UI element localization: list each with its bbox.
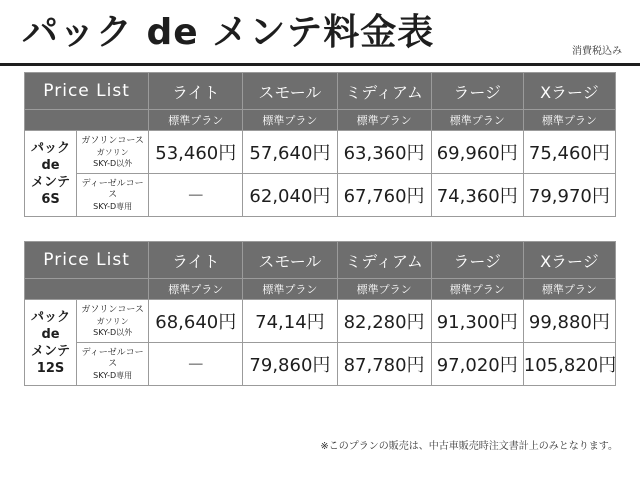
- plan-label-small: 標準プラン: [243, 279, 337, 300]
- grade-header-xlarge: Xラージ: [523, 242, 615, 279]
- pack-name-cell-6s: [25, 131, 77, 217]
- table-row: [25, 131, 616, 174]
- price-6s-diesel-small: 62,040円: [243, 174, 337, 217]
- plan-label-large: 標準プラン: [431, 110, 523, 131]
- course-cell-diesel-6s: [77, 174, 149, 217]
- plan-label-xlarge: 標準プラン: [523, 110, 615, 131]
- price-12s-gasoline-small: 74,14円: [243, 300, 337, 343]
- grade-header-xlarge: Xラージ: [523, 73, 615, 110]
- price-12s-diesel-xlarge: 105,820円: [523, 343, 615, 386]
- price-6s-diesel-large: 74,360円: [431, 174, 523, 217]
- price-6s-gasoline-light: 53,460円: [149, 131, 243, 174]
- tax-note: 消費税込み: [572, 46, 622, 57]
- course-line-1: ガソリンコース: [81, 304, 144, 315]
- table-row: [25, 343, 616, 386]
- grade-header-large: ラージ: [431, 242, 523, 279]
- price-12s-gasoline-large: 91,300円: [431, 300, 523, 343]
- price-6s-gasoline-small: 57,640円: [243, 131, 337, 174]
- table-header-row: [25, 73, 616, 110]
- plan-label-light: 標準プラン: [149, 279, 243, 300]
- header-divider: [0, 63, 640, 66]
- grade-header-medium: ミディアム: [337, 73, 431, 110]
- price-12s-diesel-large: 97,020円: [431, 343, 523, 386]
- table-subheader-row: [25, 279, 616, 300]
- price-6s-gasoline-large: 69,960円: [431, 131, 523, 174]
- grade-header-light: ライト: [149, 242, 243, 279]
- course-line-2: SKY-D専用: [93, 201, 133, 211]
- price-6s-gasoline-xlarge: 75,460円: [523, 131, 615, 174]
- price-12s-gasoline-medium: 82,280円: [337, 300, 431, 343]
- table-row: [25, 300, 616, 343]
- course-line-2: ガソリン: [96, 147, 129, 157]
- subheader-spacer: [25, 279, 149, 300]
- table-row: [25, 174, 616, 217]
- grade-header-large: ラージ: [431, 73, 523, 110]
- course-cell-gasoline-12s: [77, 300, 149, 343]
- pack-name-line-2: de: [41, 326, 60, 342]
- course-line-1: ガソリンコース: [81, 135, 144, 146]
- price-6s-diesel-medium: 67,760円: [337, 174, 431, 217]
- plan-label-light: 標準プラン: [149, 110, 243, 131]
- price-6s-diesel-light: －: [149, 174, 243, 217]
- price-12s-gasoline-xlarge: 99,880円: [523, 300, 615, 343]
- course-line-1: ディーゼルコース: [81, 178, 144, 200]
- price-6s-diesel-xlarge: 79,970円: [523, 174, 615, 217]
- pack-name-line-3: メンテ: [31, 174, 71, 190]
- page-title: パック de メンテ料金表: [22, 12, 435, 53]
- price-12s-diesel-medium: 87,780円: [337, 343, 431, 386]
- price-table-6s: [24, 72, 616, 217]
- course-cell-gasoline-6s: [77, 131, 149, 174]
- pack-name-line-3: メンテ: [31, 343, 71, 359]
- grade-header-small: スモール: [243, 242, 337, 279]
- pack-name-line-1: パック: [31, 309, 71, 325]
- footnote: ※このプランの販売は、中古車販売時注文書計上のみとなります。: [320, 441, 618, 452]
- pack-name-line-4: 12S: [36, 360, 65, 376]
- subheader-spacer: [25, 110, 149, 131]
- price-table-12s-wrap: [0, 241, 640, 386]
- pack-name-line-4: 6S: [41, 191, 60, 207]
- table-subheader-row: [25, 110, 616, 131]
- course-cell-diesel-12s: [77, 343, 149, 386]
- plan-label-large: 標準プラン: [431, 279, 523, 300]
- plan-label-medium: 標準プラン: [337, 110, 431, 131]
- price-12s-gasoline-light: 68,640円: [149, 300, 243, 343]
- grade-header-light: ライト: [149, 73, 243, 110]
- page-header: [0, 0, 640, 72]
- price-6s-gasoline-medium: 63,360円: [337, 131, 431, 174]
- course-line-2: ガソリン: [96, 316, 129, 326]
- course-line-1: ディーゼルコース: [81, 347, 144, 369]
- pack-name-cell-12s: [25, 300, 77, 386]
- course-line-3: SKY-D以外: [93, 158, 133, 168]
- price-list-label: Price List: [25, 242, 149, 279]
- course-line-3: SKY-D以外: [93, 327, 133, 337]
- grade-header-medium: ミディアム: [337, 242, 431, 279]
- pack-name-line-2: de: [41, 157, 60, 173]
- price-list-label: Price List: [25, 73, 149, 110]
- table-gap: [0, 217, 640, 241]
- price-table-6s-wrap: [0, 72, 640, 217]
- course-line-2: SKY-D専用: [93, 370, 133, 380]
- plan-label-small: 標準プラン: [243, 110, 337, 131]
- price-12s-diesel-small: 79,860円: [243, 343, 337, 386]
- table-header-row: [25, 242, 616, 279]
- plan-label-medium: 標準プラン: [337, 279, 431, 300]
- plan-label-xlarge: 標準プラン: [523, 279, 615, 300]
- grade-header-small: スモール: [243, 73, 337, 110]
- pack-name-line-1: パック: [31, 140, 71, 156]
- price-table-12s: [24, 241, 616, 386]
- price-12s-diesel-light: －: [149, 343, 243, 386]
